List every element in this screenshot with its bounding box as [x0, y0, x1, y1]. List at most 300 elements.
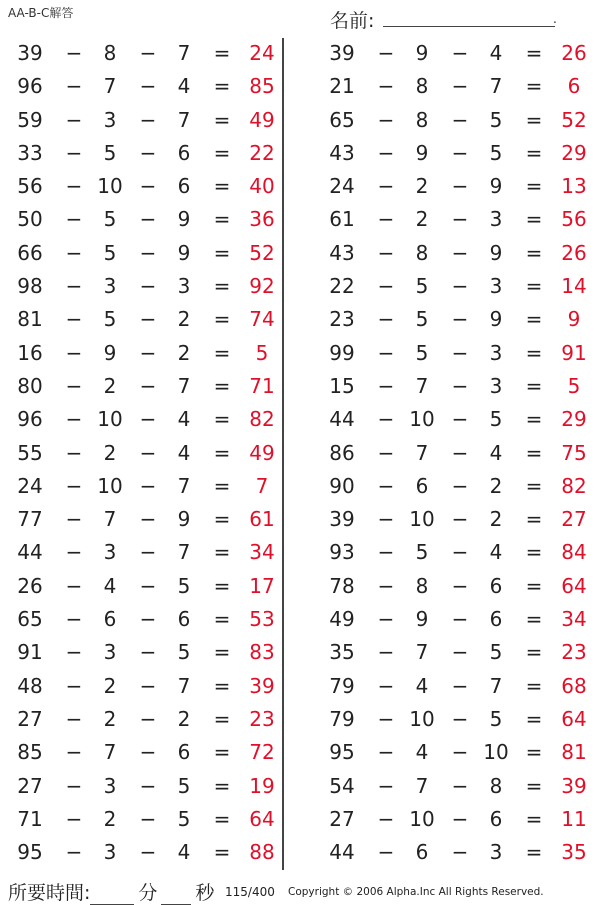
seconds-label: 秒 [195, 882, 215, 904]
equals-sign: = [213, 573, 231, 598]
subtrahend-2: 6 [177, 607, 191, 632]
subtrahend-2: 7 [177, 41, 191, 65]
minus-sign: − [65, 507, 83, 532]
equals-sign: = [213, 440, 231, 465]
minus-sign: − [139, 706, 157, 731]
answer: 84 [561, 540, 587, 565]
subtrahend-2: 7 [489, 673, 503, 698]
subtrahend-2: 6 [177, 174, 191, 199]
minuend: 23 [329, 307, 355, 332]
minuend: 99 [329, 340, 355, 365]
answer: 19 [249, 773, 275, 798]
subtrahend-2: 7 [177, 373, 191, 398]
minuend: 65 [17, 607, 43, 632]
minus-sign: − [65, 540, 83, 565]
minus-sign: − [65, 640, 83, 665]
minus-sign: − [451, 706, 469, 731]
minus-sign: − [65, 440, 83, 465]
minus-sign: − [451, 373, 469, 398]
answer: 23 [249, 706, 275, 731]
minus-sign: − [65, 174, 83, 199]
subtrahend-2: 7 [177, 673, 191, 698]
equals-sign: = [525, 140, 543, 165]
answer: 83 [249, 640, 275, 665]
answer: 49 [249, 440, 275, 465]
answer: 39 [561, 773, 587, 798]
equals-sign: = [525, 340, 543, 365]
minuend: 33 [17, 140, 43, 165]
minus-sign: − [451, 473, 469, 498]
answer: 34 [249, 540, 275, 565]
equals-sign: = [213, 74, 231, 99]
column-divider [282, 38, 284, 870]
minus-sign: − [65, 307, 83, 332]
answer: 82 [249, 407, 275, 432]
minus-sign: − [139, 607, 157, 632]
answer: 9 [567, 307, 581, 332]
minus-sign: − [139, 507, 157, 532]
equals-sign: = [213, 307, 231, 332]
equals-sign: = [213, 740, 231, 765]
minus-sign: − [139, 840, 157, 865]
answer: 11 [561, 806, 587, 831]
minus-sign: − [139, 340, 157, 365]
subtrahend-1: 5 [103, 307, 117, 332]
answer: 64 [561, 573, 587, 598]
minus-sign: − [139, 673, 157, 698]
minuend: 43 [329, 140, 355, 165]
subtrahend-1: 2 [103, 806, 117, 831]
minuend: 44 [17, 540, 43, 565]
equals-sign: = [213, 41, 231, 65]
answer: 56 [561, 207, 587, 232]
minus-sign: − [139, 740, 157, 765]
answer: 26 [561, 240, 587, 265]
answer: 23 [561, 640, 587, 665]
minus-sign: − [65, 74, 83, 99]
minuend: 24 [329, 174, 355, 199]
minuend: 48 [17, 673, 43, 698]
equals-sign: = [525, 507, 543, 532]
minus-sign: − [139, 140, 157, 165]
minus-sign: − [377, 107, 395, 132]
answer: 36 [249, 207, 275, 232]
equals-sign: = [525, 274, 543, 299]
subtrahend-2: 4 [177, 74, 191, 99]
equals-sign: = [525, 740, 543, 765]
equals-sign: = [525, 673, 543, 698]
subtrahend-1: 2 [103, 373, 117, 398]
equals-sign: = [525, 174, 543, 199]
minuend: 56 [17, 174, 43, 199]
minus-sign: − [65, 673, 83, 698]
answer: 68 [561, 673, 587, 698]
subtrahend-2: 5 [489, 407, 503, 432]
minuend: 50 [17, 207, 43, 232]
subtrahend-1: 3 [103, 540, 117, 565]
equals-sign: = [213, 640, 231, 665]
subtrahend-2: 5 [177, 806, 191, 831]
equals-sign: = [213, 806, 231, 831]
equals-sign: = [525, 573, 543, 598]
subtrahend-1: 5 [415, 307, 429, 332]
minus-sign: − [65, 107, 83, 132]
subtrahend-1: 7 [103, 740, 117, 765]
minus-sign: − [139, 74, 157, 99]
minus-sign: − [377, 806, 395, 831]
equals-sign: = [213, 673, 231, 698]
subtrahend-1: 10 [97, 174, 123, 199]
minus-sign: − [139, 373, 157, 398]
minus-sign: − [65, 274, 83, 299]
subtrahend-1: 4 [415, 740, 429, 765]
minus-sign: − [377, 673, 395, 698]
minutes-label: 分 [138, 882, 158, 904]
minus-sign: − [139, 640, 157, 665]
minus-sign: − [65, 373, 83, 398]
minuend: 44 [329, 840, 355, 865]
minus-sign: − [451, 407, 469, 432]
minus-sign: − [451, 507, 469, 532]
subtrahend-2: 5 [489, 107, 503, 132]
equals-sign: = [213, 174, 231, 199]
equals-sign: = [213, 207, 231, 232]
subtrahend-2: 5 [489, 706, 503, 731]
subtrahend-1: 5 [103, 240, 117, 265]
equals-sign: = [213, 473, 231, 498]
minuend: 96 [17, 74, 43, 99]
minus-sign: − [377, 307, 395, 332]
subtrahend-1: 6 [103, 607, 117, 632]
minuend: 90 [329, 473, 355, 498]
answer: 53 [249, 607, 275, 632]
minus-sign: − [451, 806, 469, 831]
answer: 5 [255, 340, 269, 365]
subtrahend-1: 5 [103, 140, 117, 165]
equals-sign: = [213, 706, 231, 731]
equals-sign: = [213, 107, 231, 132]
subtrahend-1: 8 [415, 240, 429, 265]
minuend: 55 [17, 440, 43, 465]
subtrahend-2: 2 [489, 507, 503, 532]
subtrahend-2: 9 [489, 174, 503, 199]
subtrahend-2: 4 [177, 440, 191, 465]
minus-sign: − [139, 174, 157, 199]
minuend: 77 [17, 507, 43, 532]
subtrahend-1: 7 [415, 440, 429, 465]
subtrahend-2: 7 [489, 74, 503, 99]
minus-sign: − [451, 440, 469, 465]
minus-sign: − [139, 207, 157, 232]
subtrahend-1: 3 [103, 640, 117, 665]
equals-sign: = [525, 107, 543, 132]
answer: 14 [561, 274, 587, 299]
subtrahend-1: 10 [97, 407, 123, 432]
equals-sign: = [213, 507, 231, 532]
minuend: 39 [329, 41, 355, 65]
minus-sign: − [377, 540, 395, 565]
minuend: 61 [329, 207, 355, 232]
minus-sign: − [65, 140, 83, 165]
minuend: 79 [329, 706, 355, 731]
equals-sign: = [525, 307, 543, 332]
subtrahend-1: 10 [409, 806, 435, 831]
minus-sign: − [451, 540, 469, 565]
minus-sign: − [451, 274, 469, 299]
minus-sign: − [65, 573, 83, 598]
answer: 35 [561, 840, 587, 865]
minus-sign: − [65, 806, 83, 831]
minus-sign: − [377, 140, 395, 165]
subtrahend-2: 10 [483, 740, 509, 765]
minus-sign: − [451, 207, 469, 232]
subtrahend-1: 2 [415, 207, 429, 232]
subtrahend-1: 2 [103, 440, 117, 465]
equals-sign: = [525, 207, 543, 232]
minus-sign: − [377, 407, 395, 432]
minus-sign: − [451, 740, 469, 765]
subtrahend-2: 9 [489, 307, 503, 332]
minus-sign: − [377, 773, 395, 798]
equals-sign: = [213, 373, 231, 398]
equals-sign: = [525, 540, 543, 565]
equals-sign: = [213, 773, 231, 798]
subtrahend-2: 4 [177, 840, 191, 865]
equals-sign: = [525, 806, 543, 831]
minutes-blank [90, 886, 134, 905]
sheet-number: 115/400 [225, 885, 275, 899]
answer: 74 [249, 307, 275, 332]
equals-sign: = [525, 473, 543, 498]
copyright-notice: Copyright © 2006 Alpha.Inc All Rights Reserved. [288, 886, 544, 898]
equals-sign: = [213, 607, 231, 632]
subtrahend-1: 9 [103, 340, 117, 365]
minuend: 81 [17, 307, 43, 332]
subtrahend-2: 5 [177, 773, 191, 798]
equals-sign: = [525, 440, 543, 465]
subtrahend-1: 5 [415, 540, 429, 565]
minus-sign: − [377, 207, 395, 232]
equals-sign: = [525, 773, 543, 798]
answer: 27 [561, 507, 587, 532]
minus-sign: − [451, 640, 469, 665]
answer: 64 [561, 706, 587, 731]
subtrahend-1: 6 [415, 473, 429, 498]
subtrahend-2: 3 [177, 274, 191, 299]
subtrahend-1: 5 [103, 207, 117, 232]
minus-sign: − [451, 107, 469, 132]
subtrahend-2: 2 [177, 340, 191, 365]
subtrahend-2: 9 [177, 507, 191, 532]
name-label: 名前: [330, 10, 375, 32]
minus-sign: − [377, 174, 395, 199]
minuend: 78 [329, 573, 355, 598]
answer: 26 [561, 41, 587, 65]
name-field-dot: . [553, 12, 557, 26]
subtrahend-2: 6 [489, 607, 503, 632]
minuend: 93 [329, 540, 355, 565]
answer: 75 [561, 440, 587, 465]
minus-sign: − [139, 274, 157, 299]
answer: 34 [561, 607, 587, 632]
equals-sign: = [213, 340, 231, 365]
subtrahend-1: 2 [103, 706, 117, 731]
minus-sign: − [139, 240, 157, 265]
minuend: 26 [17, 573, 43, 598]
answer: 24 [249, 41, 275, 65]
equals-sign: = [525, 373, 543, 398]
minuend: 15 [329, 373, 355, 398]
minuend: 39 [17, 41, 43, 65]
minus-sign: − [377, 240, 395, 265]
minus-sign: − [451, 840, 469, 865]
minus-sign: − [139, 540, 157, 565]
subtrahend-1: 3 [103, 840, 117, 865]
answer: 6 [567, 74, 581, 99]
subtrahend-1: 8 [103, 41, 117, 65]
subtrahend-2: 3 [489, 274, 503, 299]
minus-sign: − [377, 373, 395, 398]
minus-sign: − [451, 74, 469, 99]
subtrahend-1: 10 [409, 407, 435, 432]
minus-sign: − [451, 340, 469, 365]
elapsed-time-field [8, 878, 218, 905]
minus-sign: − [65, 207, 83, 232]
minus-sign: − [139, 107, 157, 132]
subtrahend-1: 3 [103, 274, 117, 299]
subtrahend-2: 4 [489, 540, 503, 565]
answer: 92 [249, 274, 275, 299]
minuend: 66 [17, 240, 43, 265]
equals-sign: = [213, 140, 231, 165]
equals-sign: = [525, 41, 543, 65]
minuend: 24 [17, 473, 43, 498]
elapsed-time-label: 所要時間: [8, 882, 91, 904]
minus-sign: − [139, 307, 157, 332]
subtrahend-1: 8 [415, 107, 429, 132]
minus-sign: − [377, 740, 395, 765]
subtrahend-2: 9 [177, 240, 191, 265]
minus-sign: − [377, 473, 395, 498]
subtrahend-2: 4 [177, 407, 191, 432]
minus-sign: − [65, 240, 83, 265]
subtrahend-1: 10 [409, 507, 435, 532]
worksheet-title: AA-B-C解答 [8, 6, 74, 20]
minus-sign: − [377, 41, 395, 65]
minuend: 98 [17, 274, 43, 299]
subtrahend-1: 9 [415, 140, 429, 165]
minus-sign: − [377, 706, 395, 731]
minuend: 27 [17, 773, 43, 798]
minus-sign: − [451, 174, 469, 199]
subtrahend-1: 9 [415, 41, 429, 65]
minuend: 44 [329, 407, 355, 432]
answer: 29 [561, 407, 587, 432]
minus-sign: − [65, 340, 83, 365]
minus-sign: − [451, 240, 469, 265]
subtrahend-1: 10 [97, 473, 123, 498]
minuend: 91 [17, 640, 43, 665]
answer: 52 [249, 240, 275, 265]
subtrahend-1: 7 [103, 74, 117, 99]
subtrahend-2: 3 [489, 373, 503, 398]
subtrahend-2: 9 [177, 207, 191, 232]
subtrahend-2: 7 [177, 540, 191, 565]
subtrahend-1: 2 [415, 174, 429, 199]
minuend: 95 [17, 840, 43, 865]
equals-sign: = [525, 74, 543, 99]
subtrahend-1: 5 [415, 274, 429, 299]
equals-sign: = [525, 607, 543, 632]
answer: 13 [561, 174, 587, 199]
minuend: 39 [329, 507, 355, 532]
answer: 22 [249, 140, 275, 165]
subtrahend-1: 4 [103, 573, 117, 598]
minus-sign: − [451, 573, 469, 598]
minus-sign: − [139, 806, 157, 831]
subtrahend-2: 4 [489, 440, 503, 465]
equals-sign: = [525, 240, 543, 265]
answer: 85 [249, 74, 275, 99]
equals-sign: = [213, 540, 231, 565]
subtrahend-1: 2 [103, 673, 117, 698]
minus-sign: − [139, 773, 157, 798]
subtrahend-2: 4 [489, 41, 503, 65]
minuend: 59 [17, 107, 43, 132]
minus-sign: − [139, 473, 157, 498]
subtrahend-1: 7 [415, 373, 429, 398]
minus-sign: − [139, 573, 157, 598]
minus-sign: − [377, 607, 395, 632]
minuend: 65 [329, 107, 355, 132]
subtrahend-2: 5 [177, 640, 191, 665]
minus-sign: − [451, 607, 469, 632]
subtrahend-1: 7 [415, 773, 429, 798]
minus-sign: − [65, 407, 83, 432]
subtrahend-2: 6 [489, 806, 503, 831]
minus-sign: − [451, 673, 469, 698]
minuend: 85 [17, 740, 43, 765]
subtrahend-2: 7 [177, 107, 191, 132]
equals-sign: = [213, 407, 231, 432]
minuend: 16 [17, 340, 43, 365]
minus-sign: − [65, 740, 83, 765]
minus-sign: − [451, 140, 469, 165]
minus-sign: − [65, 607, 83, 632]
equals-sign: = [213, 274, 231, 299]
answer: 39 [249, 673, 275, 698]
subtrahend-1: 3 [103, 107, 117, 132]
equals-sign: = [525, 640, 543, 665]
minuend: 22 [329, 274, 355, 299]
minuend: 27 [329, 806, 355, 831]
minuend: 21 [329, 74, 355, 99]
subtrahend-2: 5 [489, 140, 503, 165]
minus-sign: − [377, 640, 395, 665]
subtrahend-1: 8 [415, 573, 429, 598]
minuend: 54 [329, 773, 355, 798]
seconds-blank [161, 886, 191, 905]
subtrahend-2: 7 [177, 473, 191, 498]
subtrahend-2: 5 [177, 573, 191, 598]
subtrahend-1: 10 [409, 706, 435, 731]
answer: 64 [249, 806, 275, 831]
minus-sign: − [139, 41, 157, 65]
subtrahend-2: 2 [489, 473, 503, 498]
minus-sign: − [139, 440, 157, 465]
minus-sign: − [451, 773, 469, 798]
minus-sign: − [377, 340, 395, 365]
